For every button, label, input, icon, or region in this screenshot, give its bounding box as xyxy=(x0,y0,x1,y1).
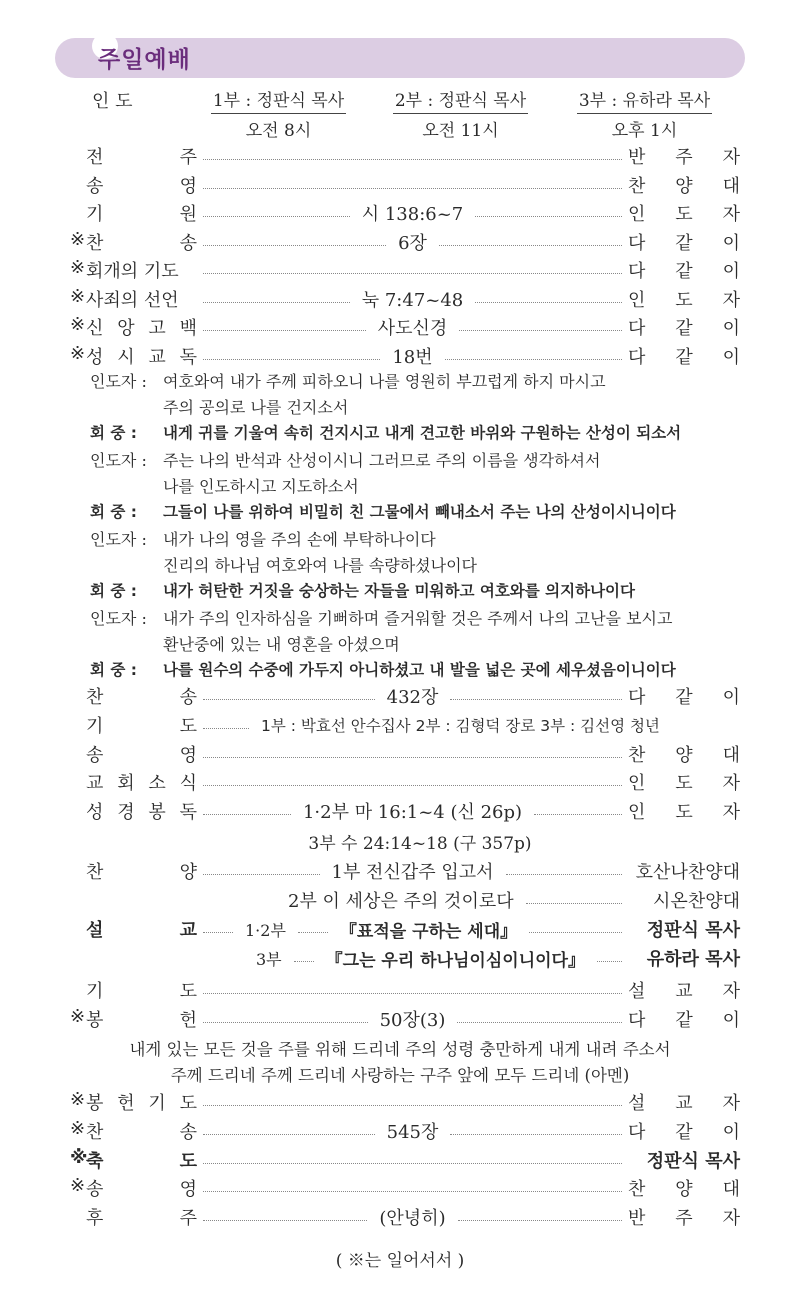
standing-mark: ※ xyxy=(70,1175,86,1196)
order-detail: 눅 7:47~48 xyxy=(361,290,464,311)
service-2-part: 2부 : 정판식 목사 xyxy=(393,86,528,114)
order-detail: 50장(3) xyxy=(379,1010,446,1031)
order-label xyxy=(70,257,197,283)
leader-dots xyxy=(597,961,622,962)
standing-mark xyxy=(70,769,86,795)
leader-dots xyxy=(294,961,314,962)
services-label xyxy=(70,87,197,113)
order-label-text: 찬 송 xyxy=(86,233,197,254)
order-responsible: 인 도 자 xyxy=(628,773,740,794)
order-detail: 시 138:6~7 xyxy=(361,204,464,225)
leader-dots xyxy=(457,1022,622,1023)
order-responsible: 다 같 이 xyxy=(628,347,740,368)
order-label xyxy=(70,1118,197,1144)
order-label xyxy=(70,916,197,942)
order-label-text: 성 경 봉 독 xyxy=(86,802,197,823)
order-label xyxy=(70,229,197,255)
responsive-line: 내가 허탄한 거짓을 숭상하는 자들을 미워하고 여호와를 의지하나이다 xyxy=(163,582,635,600)
order-label-text: 찬 양 xyxy=(86,862,197,883)
leader-dots xyxy=(203,159,622,160)
service-3-part: 3부 : 유하라 목사 xyxy=(577,86,712,114)
leader-label: 인도자 : xyxy=(90,609,147,628)
order-row xyxy=(70,915,740,943)
leader-dots xyxy=(203,1220,367,1221)
leader-dots xyxy=(475,216,622,217)
order-label xyxy=(70,1147,197,1173)
order-row xyxy=(70,228,740,256)
service-1-time: 오전 8시 xyxy=(245,121,312,141)
leader-dots xyxy=(203,874,320,875)
order-responsible: 반 주 자 xyxy=(628,1208,740,1229)
order-responsible: 다 같 이 xyxy=(628,261,740,282)
leader-dots xyxy=(203,359,380,360)
standing-mark: ※ xyxy=(70,1147,88,1168)
order-row xyxy=(70,711,740,739)
service-3 xyxy=(562,86,727,141)
order-label-text: 송 영 xyxy=(86,745,197,766)
order-label-text: 사죄의 선언 xyxy=(86,290,179,311)
order-label xyxy=(70,200,197,226)
order-label xyxy=(70,683,197,709)
standing-mark xyxy=(70,172,86,198)
order-responsible: 반 주 자 xyxy=(628,147,740,168)
order-label-text: 송 영 xyxy=(86,176,197,197)
service-2-time: 오전 11시 xyxy=(422,121,499,141)
responsive-line: 여호와여 내가 주께 피하오니 나를 영원히 부끄럽게 하지 마시고 xyxy=(163,372,606,391)
leader-dots xyxy=(203,302,350,303)
responsive-line: 주는 나의 반석과 산성이시니 그러므로 주의 이름을 생각하셔서 xyxy=(163,451,601,470)
standing-mark: ※ xyxy=(70,1089,86,1110)
standing-mark xyxy=(70,143,86,169)
leader-dots xyxy=(203,1134,375,1135)
service-1-part: 1부 : 정판식 목사 xyxy=(211,86,346,114)
order-responsible: 호산나찬양대 xyxy=(635,862,740,883)
leader-dots xyxy=(529,932,622,933)
standing-mark xyxy=(70,798,86,824)
responsive-line: 내게 귀를 기울여 속히 건지시고 내게 견고한 바위와 구원하는 산성이 되소서 xyxy=(163,424,682,442)
congregation-label: 회 중 : xyxy=(90,582,137,600)
leader-dots xyxy=(459,330,622,331)
order-row xyxy=(70,171,740,199)
order-label-text: 성 시 교 독 xyxy=(86,347,197,368)
order-label xyxy=(70,769,197,795)
anthem-2nd-row xyxy=(197,886,740,914)
responsive-line: 내가 주의 인자하심을 기뻐하며 즐거워할 것은 주께서 나의 고난을 보시고 xyxy=(163,609,673,628)
order-responsible: 찬 양 대 xyxy=(628,176,740,197)
order-row xyxy=(70,142,740,170)
order-responsible: 다 같 이 xyxy=(628,1122,740,1143)
leader-dots xyxy=(203,1105,622,1106)
order-label-text: 신 앙 고 백 xyxy=(86,318,197,339)
leader-dots xyxy=(445,359,622,360)
offering-hymn-lyrics: 내게 있는 모든 것을 주를 위해 드리네 주의 성령 충만하게 내게 내려 주소서 xyxy=(129,1040,671,1059)
service-2 xyxy=(378,86,543,141)
responsive-line: 환난중에 있는 내 영혼을 아셨으며 xyxy=(163,635,400,654)
order-responsible: 다 같 이 xyxy=(628,233,740,254)
order-responsible: 다 같 이 xyxy=(628,318,740,339)
order-label-text: 찬 송 xyxy=(86,1122,197,1143)
order-detail: 432장 xyxy=(386,687,439,708)
order-label xyxy=(70,1006,197,1032)
order-row xyxy=(70,285,740,313)
leader-dots xyxy=(298,932,328,933)
order-label xyxy=(70,343,197,369)
congregation-label: 회 중 : xyxy=(90,661,137,679)
order-label-text: 송 영 xyxy=(86,1179,197,1200)
order-responsible: 인 도 자 xyxy=(628,204,740,225)
order-detail: (안녕히) xyxy=(379,1208,446,1229)
footnote: ( ※는 일어서서 ) xyxy=(335,1251,465,1271)
order-detail: 2부 이 세상은 주의 것이로다 xyxy=(288,891,514,912)
responsive-line: 진리의 하나님 여호와여 나를 속량하셨나이다 xyxy=(163,556,478,575)
leader-dots xyxy=(203,757,622,758)
standing-mark xyxy=(70,916,86,942)
order-responsible: 찬 양 대 xyxy=(628,1179,740,1200)
order-label xyxy=(70,172,197,198)
standing-mark: ※ xyxy=(70,1118,86,1139)
order-label-text: 봉 헌 xyxy=(86,1010,197,1031)
order-label xyxy=(70,977,197,1003)
leader-label: 인도자 : xyxy=(90,530,147,549)
order-detail: 6장 xyxy=(398,233,427,254)
leader-dots xyxy=(203,699,375,700)
order-row xyxy=(70,682,740,710)
order-label-text: 후 주 xyxy=(86,1208,197,1229)
order-label-text: 봉 헌 기 도 xyxy=(86,1093,197,1114)
leader-dots xyxy=(506,874,623,875)
order-label-text: 축 도 xyxy=(86,1151,197,1172)
leader-dots xyxy=(203,273,622,274)
order-detail: 사도신경 xyxy=(377,318,448,339)
leader-dots xyxy=(439,245,622,246)
order-label-text: 찬 송 xyxy=(86,687,197,708)
standing-mark: ※ xyxy=(70,286,86,307)
standing-mark: ※ xyxy=(70,314,86,335)
order-responsible: 찬 양 대 xyxy=(628,745,740,766)
leader-dots xyxy=(450,1134,622,1135)
leader-dots xyxy=(203,245,386,246)
order-label xyxy=(70,712,197,738)
order-responsible: 설 교 자 xyxy=(628,1093,740,1114)
order-detail: 18번 xyxy=(392,347,433,368)
standing-mark xyxy=(70,977,86,1003)
order-detail: 1부 전신갑주 입고서 xyxy=(331,862,494,883)
responsive-line: 주의 공의로 나를 건지소서 xyxy=(163,398,349,417)
standing-mark: ※ xyxy=(70,343,86,364)
leader-dots xyxy=(203,330,366,331)
responsive-line: 내가 나의 영을 주의 손에 부탁하나이다 xyxy=(163,530,436,549)
standing-mark xyxy=(70,741,86,767)
order-responsible: 정판식 목사 xyxy=(646,920,740,941)
leader-dots xyxy=(203,188,622,189)
order-row xyxy=(70,768,740,796)
order-responsible: 설 교 자 xyxy=(628,981,740,1002)
leader-dots xyxy=(534,814,622,815)
order-label xyxy=(70,1089,197,1115)
order-label-text: 기 도 xyxy=(86,716,197,737)
order-label-text: 교 회 소 식 xyxy=(86,773,197,794)
standing-mark: ※ xyxy=(70,229,86,250)
reading-3rd-service: 3부 수 24:14~18 (구 357p) xyxy=(308,834,532,854)
order-responsible: 정판식 목사 xyxy=(646,1151,740,1172)
leader-dots xyxy=(203,932,233,933)
responsive-line: 나를 원수의 수중에 가두지 아니하셨고 내 발을 넓은 곳에 세우셨음이니이다 xyxy=(163,661,676,679)
order-row xyxy=(70,1117,740,1145)
order-row xyxy=(70,256,740,284)
order-label xyxy=(70,286,197,312)
order-row xyxy=(70,1088,740,1116)
order-row xyxy=(70,342,740,370)
order-label xyxy=(70,314,197,340)
leader-dots xyxy=(458,1220,622,1221)
leader-dots xyxy=(203,1191,622,1192)
order-row xyxy=(70,1146,740,1174)
order-label-text: 설 교 xyxy=(86,920,197,941)
leader-dots xyxy=(203,216,350,217)
order-label xyxy=(70,1175,197,1201)
order-row xyxy=(70,1005,740,1033)
order-responsible: 다 같 이 xyxy=(628,1010,740,1031)
leader-label: 인도자 : xyxy=(90,372,147,391)
leader-dots xyxy=(475,302,622,303)
order-label xyxy=(70,798,197,824)
order-detail: 1·2부 마 16:1~4 (신 26p) xyxy=(302,802,523,823)
leader-dots xyxy=(203,814,291,815)
order-row xyxy=(70,740,740,768)
standing-mark xyxy=(70,712,86,738)
order-responsible: 다 같 이 xyxy=(628,687,740,708)
order-row xyxy=(70,199,740,227)
order-row xyxy=(70,857,740,885)
leader-label: 인도자 : xyxy=(90,451,147,470)
congregation-label: 회 중 : xyxy=(90,424,137,442)
order-label xyxy=(70,741,197,767)
leader-dots xyxy=(203,993,622,994)
leader-dots xyxy=(526,903,622,904)
sermon-title: 『표적을 구하는 세대』 xyxy=(339,921,518,942)
service-1 xyxy=(196,86,361,141)
standing-mark xyxy=(70,1204,86,1230)
service-3-time: 오후 1시 xyxy=(611,121,678,141)
offering-hymn-lyrics: 주께 드리네 주께 드리네 사랑하는 구주 앞에 모두 드리네 (아멘) xyxy=(170,1066,630,1085)
standing-mark: ※ xyxy=(70,1006,86,1027)
order-detail: 1·2부 xyxy=(245,920,286,940)
order-label-text: 기 도 xyxy=(86,981,197,1002)
order-responsible: 인 도 자 xyxy=(628,290,740,311)
order-label xyxy=(70,858,197,884)
order-label xyxy=(70,1204,197,1230)
order-responsible: 인 도 자 xyxy=(628,802,740,823)
responsive-line: 나를 인도하시고 지도하소서 xyxy=(163,477,359,496)
order-detail: 545장 xyxy=(386,1122,439,1143)
services-label-text: 인 도 xyxy=(92,91,133,112)
standing-mark xyxy=(70,200,86,226)
leader-dots xyxy=(203,1022,368,1023)
standing-mark: ※ xyxy=(70,257,86,278)
order-row xyxy=(70,1174,740,1202)
standing-mark xyxy=(70,858,86,884)
congregation-label: 회 중 : xyxy=(90,503,137,521)
order-responsible: 유하라 목사 xyxy=(646,949,740,970)
order-row xyxy=(70,797,740,825)
responsive-line: 그들이 나를 위하여 비밀히 친 그물에서 빼내소서 주는 나의 산성이시니이다 xyxy=(163,503,676,521)
standing-mark xyxy=(70,683,86,709)
order-row xyxy=(70,313,740,341)
order-detail: 3부 xyxy=(256,949,282,969)
section-title: 주일예배 xyxy=(98,47,191,73)
order-detail: 1부 : 박효선 안수집사 2부 : 김형덕 장로 3부 : 김선영 청년 xyxy=(261,717,660,735)
order-label xyxy=(70,143,197,169)
order-label-text: 회개의 기도 xyxy=(86,261,179,282)
order-row xyxy=(70,976,740,1004)
order-responsible: 시온찬양대 xyxy=(653,891,740,912)
leader-dots xyxy=(203,1163,622,1164)
sermon-title: 『그는 우리 하나님이심이니이다』 xyxy=(325,950,585,971)
leader-dots xyxy=(203,728,249,729)
leader-dots xyxy=(450,699,622,700)
order-row xyxy=(70,1203,740,1231)
leader-dots xyxy=(203,785,622,786)
sermon-3rd-row xyxy=(250,944,740,972)
order-label-text: 전 주 xyxy=(86,147,197,168)
order-label-text: 기 원 xyxy=(86,204,197,225)
